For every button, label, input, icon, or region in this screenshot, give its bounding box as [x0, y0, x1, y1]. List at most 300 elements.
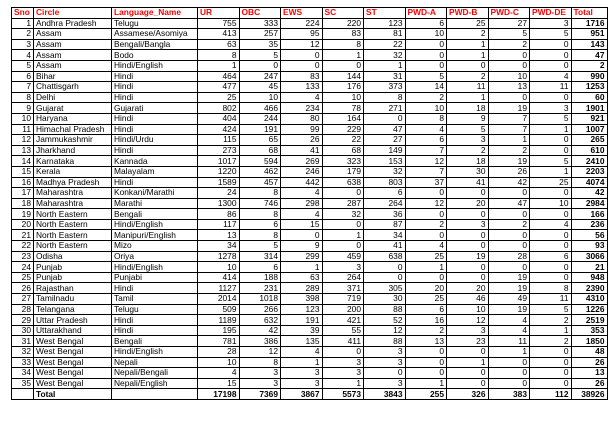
column-header-pwdde[interactable]: PWD-DE: [530, 8, 572, 19]
cell-sno[interactable]: 5: [12, 60, 34, 71]
cell-circle[interactable]: Delhi: [34, 92, 112, 103]
cell-circle[interactable]: Tamilnadu: [34, 294, 112, 305]
cell-st[interactable]: 0: [364, 113, 406, 124]
cell-pwdc[interactable]: 28: [488, 251, 530, 262]
cell-pwdde[interactable]: 0: [530, 357, 572, 368]
cell-sno[interactable]: 7: [12, 82, 34, 93]
cell-total[interactable]: 2410: [571, 156, 607, 167]
cell-total[interactable]: 60: [571, 92, 607, 103]
table-row[interactable]: [12, 251, 608, 262]
cell-lang[interactable]: Gujarati: [112, 103, 198, 114]
cell-pwdc[interactable]: 5: [488, 29, 530, 40]
cell-ur[interactable]: 414: [198, 272, 240, 283]
cell-sc[interactable]: 411: [322, 336, 364, 347]
cell-pwda[interactable]: 7: [405, 166, 447, 177]
cell-obc[interactable]: 12: [239, 347, 281, 358]
cell-pwdc[interactable]: 0: [488, 357, 530, 368]
cell-lang[interactable]: Telugu: [112, 304, 198, 315]
table-row[interactable]: [12, 230, 608, 241]
cell-ews[interactable]: 3: [281, 368, 323, 379]
cell-ur[interactable]: 781: [198, 336, 240, 347]
cell-ur[interactable]: 413: [198, 29, 240, 40]
cell-ews[interactable]: 3: [281, 378, 323, 389]
cell-sno[interactable]: 35: [12, 378, 34, 389]
cell-st[interactable]: 6: [364, 188, 406, 199]
cell-st[interactable]: 32: [364, 166, 406, 177]
cell-obc[interactable]: 333: [239, 18, 281, 29]
cell-st[interactable]: 32: [364, 50, 406, 61]
cell-pwdb[interactable]: 0: [447, 241, 489, 252]
cell-ews[interactable]: 0: [281, 230, 323, 241]
cell-sc[interactable]: 22: [322, 135, 364, 146]
cell-sno[interactable]: 26: [12, 283, 34, 294]
cell-ur[interactable]: 509: [198, 304, 240, 315]
cell-sno[interactable]: 25: [12, 272, 34, 283]
cell-pwdc[interactable]: 1: [488, 347, 530, 358]
cell-total[interactable]: 42: [571, 188, 607, 199]
cell-sc[interactable]: 0: [322, 347, 364, 358]
cell-circle[interactable]: Assam: [34, 50, 112, 61]
cell-st[interactable]: 30: [364, 294, 406, 305]
cell-total[interactable]: 1850: [571, 336, 607, 347]
cell-sc[interactable]: 3: [322, 262, 364, 273]
cell-ur[interactable]: 1189: [198, 315, 240, 326]
cell-obc[interactable]: 8: [239, 209, 281, 220]
cell-pwdb[interactable]: 2: [447, 29, 489, 40]
cell-pwda[interactable]: 0: [405, 357, 447, 368]
cell-ews[interactable]: 133: [281, 82, 323, 93]
cell-sc[interactable]: 144: [322, 71, 364, 82]
cell-ur[interactable]: 1220: [198, 166, 240, 177]
cell-sc[interactable]: 459: [322, 251, 364, 262]
cell-st[interactable]: 153: [364, 156, 406, 167]
table-row[interactable]: [12, 18, 608, 29]
cell-pwdc[interactable]: 0: [488, 262, 530, 273]
cell-ur[interactable]: 1589: [198, 177, 240, 188]
cell-obc[interactable]: 35: [239, 39, 281, 50]
cell-pwdc[interactable]: 19: [488, 156, 530, 167]
cell-total[interactable]: 4310: [571, 294, 607, 305]
cell-pwdb[interactable]: 25: [447, 18, 489, 29]
cell-ews[interactable]: 1: [281, 262, 323, 273]
cell-sc[interactable]: 164: [322, 113, 364, 124]
cell-total[interactable]: 610: [571, 145, 607, 156]
cell-st[interactable]: 81: [364, 29, 406, 40]
cell-pwdb[interactable]: 9: [447, 113, 489, 124]
total-cell-pwdc[interactable]: 383: [488, 389, 530, 400]
cell-sno[interactable]: 1: [12, 18, 34, 29]
cell-circle[interactable]: North Eastern: [34, 230, 112, 241]
cell-obc[interactable]: 462: [239, 166, 281, 177]
cell-ews[interactable]: 269: [281, 156, 323, 167]
cell-sno[interactable]: 27: [12, 294, 34, 305]
cell-total[interactable]: 1901: [571, 103, 607, 114]
cell-total[interactable]: 990: [571, 71, 607, 82]
cell-pwdb[interactable]: 18: [447, 156, 489, 167]
cell-total[interactable]: 921: [571, 113, 607, 124]
cell-pwdb[interactable]: 19: [447, 251, 489, 262]
cell-ews[interactable]: 80: [281, 113, 323, 124]
cell-obc[interactable]: 5: [239, 241, 281, 252]
cell-lang[interactable]: Konkani/Marathi: [112, 188, 198, 199]
cell-ews[interactable]: 442: [281, 177, 323, 188]
table-row[interactable]: [12, 336, 608, 347]
cell-circle[interactable]: Punjab: [34, 262, 112, 273]
cell-obc[interactable]: 6: [239, 219, 281, 230]
cell-ur[interactable]: 4: [198, 368, 240, 379]
cell-ur[interactable]: 115: [198, 135, 240, 146]
cell-pwdde[interactable]: 0: [530, 347, 572, 358]
cell-lang[interactable]: Hindi/English: [112, 347, 198, 358]
cell-pwdc[interactable]: 0: [488, 188, 530, 199]
cell-obc[interactable]: 266: [239, 304, 281, 315]
table-row[interactable]: [12, 60, 608, 71]
table-row[interactable]: [12, 209, 608, 220]
cell-pwdb[interactable]: 0: [447, 209, 489, 220]
cell-sno[interactable]: 6: [12, 71, 34, 82]
cell-pwdb[interactable]: 0: [447, 378, 489, 389]
cell-ews[interactable]: 191: [281, 315, 323, 326]
cell-ur[interactable]: 25: [198, 92, 240, 103]
cell-obc[interactable]: 8: [239, 188, 281, 199]
cell-pwdb[interactable]: 12: [447, 315, 489, 326]
table-total-row[interactable]: [12, 389, 608, 400]
cell-obc[interactable]: 257: [239, 29, 281, 40]
cell-lang[interactable]: Bodo: [112, 50, 198, 61]
cell-lang[interactable]: Bengali: [112, 209, 198, 220]
cell-pwdde[interactable]: 5: [530, 304, 572, 315]
cell-total[interactable]: 2519: [571, 315, 607, 326]
cell-sc[interactable]: 8: [322, 39, 364, 50]
cell-circle[interactable]: Haryana: [34, 113, 112, 124]
cell-ur[interactable]: 15: [198, 378, 240, 389]
cell-obc[interactable]: 8: [239, 357, 281, 368]
cell-lang[interactable]: Marathi: [112, 198, 198, 209]
cell-pwda[interactable]: 2: [405, 219, 447, 230]
cell-total[interactable]: 21: [571, 262, 607, 273]
cell-circle[interactable]: West Bengal: [34, 347, 112, 358]
cell-sno[interactable]: 2: [12, 29, 34, 40]
table-row[interactable]: [12, 188, 608, 199]
cell-sc[interactable]: 264: [322, 272, 364, 283]
cell-pwdc[interactable]: 0: [488, 378, 530, 389]
table-row[interactable]: [12, 39, 608, 50]
cell-pwda[interactable]: 4: [405, 241, 447, 252]
cell-ews[interactable]: 41: [281, 145, 323, 156]
cell-obc[interactable]: 191: [239, 124, 281, 135]
cell-lang[interactable]: Tamil: [112, 294, 198, 305]
cell-pwdc[interactable]: 0: [488, 60, 530, 71]
cell-pwdb[interactable]: 10: [447, 304, 489, 315]
column-header-sno[interactable]: Sno: [12, 8, 34, 19]
cell-pwda[interactable]: 0: [405, 60, 447, 71]
cell-ews[interactable]: 83: [281, 71, 323, 82]
cell-pwdc[interactable]: 0: [488, 230, 530, 241]
cell-pwdc[interactable]: 10: [488, 71, 530, 82]
cell-obc[interactable]: 65: [239, 135, 281, 146]
cell-total[interactable]: 1007: [571, 124, 607, 135]
cell-pwdde[interactable]: 2: [530, 336, 572, 347]
cell-circle[interactable]: West Bengal: [34, 368, 112, 379]
total-cell-ews[interactable]: 3867: [281, 389, 323, 400]
cell-circle[interactable]: Assam: [34, 29, 112, 40]
column-header-ur[interactable]: UR: [198, 8, 240, 19]
cell-sno[interactable]: 34: [12, 368, 34, 379]
cell-pwda[interactable]: 6: [405, 18, 447, 29]
cell-pwdb[interactable]: 11: [447, 82, 489, 93]
cell-sc[interactable]: 1: [322, 378, 364, 389]
cell-pwdc[interactable]: 2: [488, 219, 530, 230]
cell-pwdb[interactable]: 23: [447, 336, 489, 347]
column-header-pwdc[interactable]: PWD-C: [488, 8, 530, 19]
cell-sno[interactable]: 32: [12, 347, 34, 358]
cell-pwdb[interactable]: 18: [447, 103, 489, 114]
cell-obc[interactable]: 45: [239, 82, 281, 93]
table-row[interactable]: [12, 124, 608, 135]
cell-lang[interactable]: Hindi: [112, 82, 198, 93]
cell-pwdc[interactable]: 1: [488, 135, 530, 146]
cell-sc[interactable]: 0: [322, 188, 364, 199]
cell-ews[interactable]: 224: [281, 18, 323, 29]
cell-ur[interactable]: 13: [198, 230, 240, 241]
cell-ur[interactable]: 195: [198, 325, 240, 336]
cell-pwdde[interactable]: 1: [530, 325, 572, 336]
cell-pwdde[interactable]: 0: [530, 262, 572, 273]
cell-pwdc[interactable]: 4: [488, 325, 530, 336]
table-row[interactable]: [12, 145, 608, 156]
cell-st[interactable]: 31: [364, 71, 406, 82]
table-row[interactable]: [12, 272, 608, 283]
cell-st[interactable]: 3: [364, 378, 406, 389]
cell-ur[interactable]: 1017: [198, 156, 240, 167]
cell-sno[interactable]: 33: [12, 357, 34, 368]
cell-pwdb[interactable]: 3: [447, 135, 489, 146]
cell-obc[interactable]: 5: [239, 50, 281, 61]
cell-pwdde[interactable]: 0: [530, 50, 572, 61]
cell-ews[interactable]: 398: [281, 294, 323, 305]
cell-st[interactable]: 27: [364, 135, 406, 146]
cell-sc[interactable]: 179: [322, 166, 364, 177]
cell-obc[interactable]: 457: [239, 177, 281, 188]
cell-pwdc[interactable]: 47: [488, 198, 530, 209]
cell-obc[interactable]: 594: [239, 156, 281, 167]
table-row[interactable]: [12, 198, 608, 209]
cell-circle[interactable]: Kerala: [34, 166, 112, 177]
column-header-ews[interactable]: EWS: [281, 8, 323, 19]
cell-pwdde[interactable]: 8: [530, 283, 572, 294]
cell-lang[interactable]: Hindi: [112, 283, 198, 294]
cell-circle[interactable]: Telangana: [34, 304, 112, 315]
cell-total[interactable]: 56: [571, 230, 607, 241]
total-cell-ur[interactable]: 17198: [198, 389, 240, 400]
cell-ews[interactable]: 99: [281, 124, 323, 135]
cell-ews[interactable]: 299: [281, 251, 323, 262]
cell-st[interactable]: 638: [364, 251, 406, 262]
cell-st[interactable]: 52: [364, 315, 406, 326]
cell-ur[interactable]: 63: [198, 39, 240, 50]
cell-st[interactable]: 0: [364, 272, 406, 283]
cell-circle[interactable]: Maharashtra: [34, 198, 112, 209]
cell-ews[interactable]: 4: [281, 188, 323, 199]
cell-ews[interactable]: 4: [281, 209, 323, 220]
cell-ews[interactable]: 15: [281, 219, 323, 230]
cell-pwdc[interactable]: 0: [488, 368, 530, 379]
cell-pwdde[interactable]: 0: [530, 378, 572, 389]
cell-pwdc[interactable]: 19: [488, 283, 530, 294]
cell-pwdc[interactable]: 49: [488, 294, 530, 305]
cell-lang[interactable]: Manipuri/English: [112, 230, 198, 241]
cell-lang[interactable]: Malayalam: [112, 166, 198, 177]
table-row[interactable]: [12, 347, 608, 358]
cell-pwdde[interactable]: 0: [530, 39, 572, 50]
cell-ews[interactable]: 123: [281, 304, 323, 315]
cell-sno[interactable]: 15: [12, 166, 34, 177]
cell-ur[interactable]: 1278: [198, 251, 240, 262]
cell-ews[interactable]: 1: [281, 357, 323, 368]
cell-pwda[interactable]: 37: [405, 177, 447, 188]
cell-sno[interactable]: 20: [12, 219, 34, 230]
cell-lang[interactable]: Hindi: [112, 71, 198, 82]
cell-st[interactable]: 47: [364, 124, 406, 135]
cell-obc[interactable]: 466: [239, 103, 281, 114]
cell-sc[interactable]: 229: [322, 124, 364, 135]
cell-total[interactable]: 2203: [571, 166, 607, 177]
cell-sno[interactable]: 3: [12, 39, 34, 50]
cell-sno[interactable]: 31: [12, 336, 34, 347]
cell-sc[interactable]: 1: [322, 230, 364, 241]
cell-pwda[interactable]: 10: [405, 103, 447, 114]
table-row[interactable]: [12, 219, 608, 230]
table-row[interactable]: [12, 71, 608, 82]
table-row[interactable]: [12, 50, 608, 61]
cell-st[interactable]: 34: [364, 230, 406, 241]
table-row[interactable]: [12, 177, 608, 188]
cell-ews[interactable]: 0: [281, 60, 323, 71]
cell-lang[interactable]: Oriya: [112, 251, 198, 262]
cell-total[interactable]: 948: [571, 272, 607, 283]
cell-st[interactable]: 87: [364, 219, 406, 230]
cell-total[interactable]: 48: [571, 347, 607, 358]
column-header-circle[interactable]: Circle: [34, 8, 112, 19]
cell-st[interactable]: 123: [364, 18, 406, 29]
cell-ews[interactable]: 4: [281, 347, 323, 358]
cell-pwda[interactable]: 16: [405, 315, 447, 326]
cell-pwdb[interactable]: 20: [447, 198, 489, 209]
cell-circle[interactable]: Punjab: [34, 272, 112, 283]
cell-pwdc[interactable]: 2: [488, 39, 530, 50]
cell-circle[interactable]: Uttar Pradesh: [34, 315, 112, 326]
cell-pwda[interactable]: 0: [405, 209, 447, 220]
cell-obc[interactable]: 247: [239, 71, 281, 82]
cell-pwdc[interactable]: 19: [488, 103, 530, 114]
cell-pwda[interactable]: 4: [405, 124, 447, 135]
cell-ur[interactable]: 86: [198, 209, 240, 220]
table-row[interactable]: [12, 113, 608, 124]
cell-pwdc[interactable]: 26: [488, 166, 530, 177]
table-row[interactable]: [12, 82, 608, 93]
column-header-obc[interactable]: OBC: [239, 8, 281, 19]
table-row[interactable]: [12, 368, 608, 379]
table-row[interactable]: [12, 241, 608, 252]
cell-pwda[interactable]: 14: [405, 82, 447, 93]
cell-sno[interactable]: 16: [12, 177, 34, 188]
cell-pwda[interactable]: 1: [405, 378, 447, 389]
cell-total[interactable]: 4074: [571, 177, 607, 188]
cell-lang[interactable]: Nepali: [112, 357, 198, 368]
cell-obc[interactable]: 386: [239, 336, 281, 347]
cell-obc[interactable]: 3: [239, 378, 281, 389]
cell-sno[interactable]: 28: [12, 304, 34, 315]
cell-sno[interactable]: 18: [12, 198, 34, 209]
cell-st[interactable]: 22: [364, 39, 406, 50]
total-cell-st[interactable]: 3843: [364, 389, 406, 400]
cell-pwdde[interactable]: 10: [530, 198, 572, 209]
column-header-sc[interactable]: SC: [322, 8, 364, 19]
cell-circle[interactable]: Bihar: [34, 71, 112, 82]
cell-total[interactable]: 143: [571, 39, 607, 50]
cell-lang[interactable]: Hindi: [112, 325, 198, 336]
cell-st[interactable]: 41: [364, 241, 406, 252]
cell-st[interactable]: 1: [364, 60, 406, 71]
cell-total[interactable]: 2: [571, 60, 607, 71]
cell-pwdde[interactable]: 1: [530, 166, 572, 177]
cell-st[interactable]: 3: [364, 347, 406, 358]
column-header-st[interactable]: ST: [364, 8, 406, 19]
cell-pwdde[interactable]: 0: [530, 209, 572, 220]
cell-total[interactable]: 951: [571, 29, 607, 40]
cell-total[interactable]: 26: [571, 357, 607, 368]
cell-st[interactable]: 88: [364, 304, 406, 315]
table-row[interactable]: [12, 304, 608, 315]
cell-sc[interactable]: 719: [322, 294, 364, 305]
cell-sno[interactable]: 24: [12, 262, 34, 273]
cell-pwdde[interactable]: 11: [530, 82, 572, 93]
cell-sno[interactable]: 23: [12, 251, 34, 262]
cell-sc[interactable]: 220: [322, 18, 364, 29]
cell-pwdb[interactable]: 5: [447, 124, 489, 135]
cell-circle[interactable]: Karnataka: [34, 156, 112, 167]
cell-pwdde[interactable]: 0: [530, 145, 572, 156]
cell-ur[interactable]: 10: [198, 357, 240, 368]
cell-sno[interactable]: 4: [12, 50, 34, 61]
cell-sno[interactable]: 17: [12, 188, 34, 199]
cell-lang[interactable]: Hindi/English: [112, 219, 198, 230]
cell-pwdb[interactable]: 0: [447, 262, 489, 273]
cell-pwdc[interactable]: 19: [488, 304, 530, 315]
cell-total[interactable]: 1716: [571, 18, 607, 29]
cell-pwda[interactable]: 6: [405, 304, 447, 315]
cell-obc[interactable]: 3: [239, 368, 281, 379]
column-header-pwdb[interactable]: PWD-B: [447, 8, 489, 19]
cell-ews[interactable]: 135: [281, 336, 323, 347]
cell-ews[interactable]: 26: [281, 135, 323, 146]
total-cell-sc[interactable]: 5573: [322, 389, 364, 400]
cell-sc[interactable]: 3: [322, 357, 364, 368]
cell-obc[interactable]: 231: [239, 283, 281, 294]
cell-lang[interactable]: Telugu: [112, 18, 198, 29]
cell-circle[interactable]: Uttarakhand: [34, 325, 112, 336]
cell-circle[interactable]: Jharkhand: [34, 145, 112, 156]
cell-circle[interactable]: Jammukashmir: [34, 135, 112, 146]
cell-lang[interactable]: Bengali/Bangla: [112, 39, 198, 50]
cell-lang[interactable]: Hindi: [112, 124, 198, 135]
cell-sno[interactable]: 12: [12, 135, 34, 146]
cell-pwda[interactable]: 25: [405, 294, 447, 305]
total-cell-pwdde[interactable]: 112: [530, 389, 572, 400]
cell-pwdde[interactable]: 3: [530, 18, 572, 29]
cell-ews[interactable]: 63: [281, 272, 323, 283]
cell-pwdde[interactable]: 0: [530, 272, 572, 283]
